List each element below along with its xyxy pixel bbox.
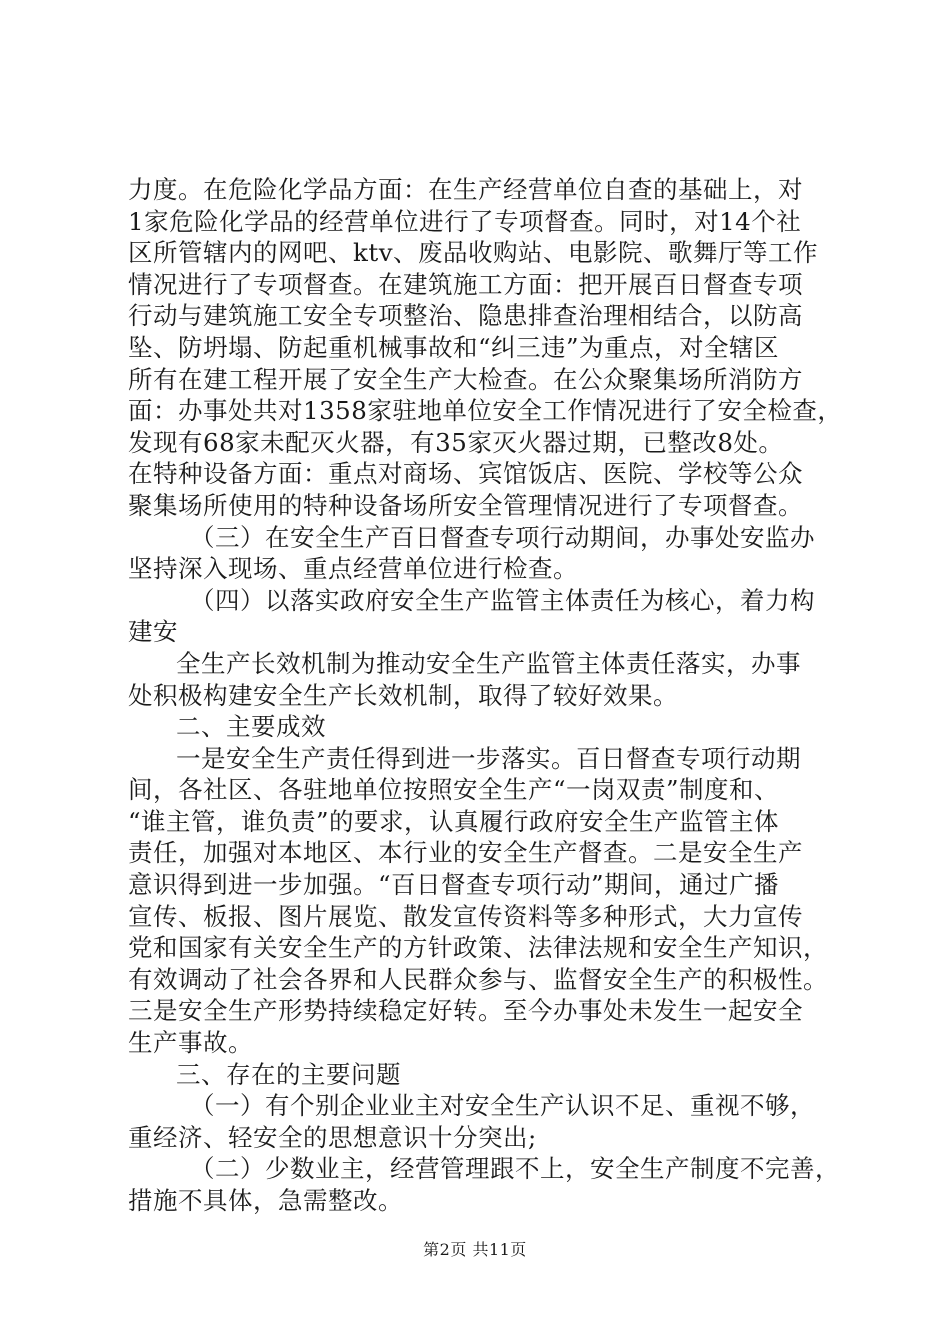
text-line: 三、存在的主要问题 (176, 1059, 401, 1089)
text-line: 重经济、轻安全的思想意识十分突出; (128, 1122, 537, 1152)
text-line: 有效调动了社会各界和人民群众参与、监督安全生产的积极性。 (128, 964, 828, 994)
text-line: 三是安全生产形势持续稳定好转。至今办事处未发生一起安全 (128, 996, 803, 1026)
text-line: 宣传、板报、图片展览、散发宣传资料等多种形式，大力宣传 (128, 901, 803, 931)
text-line: 聚集场所使用的特种设备场所安全管理情况进行了专项督查。 (128, 490, 803, 520)
text-line: 1家危险化学品的经营单位进行了专项督查。同时，对14个社 (128, 206, 802, 236)
text-line: 在特种设备方面：重点对商场、宾馆饭店、医院、学校等公众 (128, 459, 803, 489)
text-line: “谁主管，谁负责”的要求，认真履行政府安全生产监管主体 (128, 806, 780, 836)
text-line: 意识得到进一步加强。“百日督查专项行动”期间，通过广播 (128, 870, 780, 900)
text-line: 党和国家有关安全生产的方针政策、法律法规和安全生产知识， (128, 933, 828, 963)
text-line: 面：办事处共对1358家驻地单位安全工作情况进行了安全检查， (128, 396, 843, 426)
text-line: （三）在安全生产百日督查专项行动期间，办事处安监办 (190, 522, 815, 552)
text-line: 一是安全生产责任得到进一步落实。百日督查专项行动期 (176, 743, 801, 773)
text-line: 间，各社区、各驻地单位按照安全生产“一岗双责”制度和、 (128, 775, 780, 805)
text-line: 处积极构建安全生产长效机制，取得了较好效果。 (128, 680, 678, 710)
text-line: 坠、防坍塌、防起重机械事故和“纠三违”为重点，对全辖区 (128, 332, 780, 362)
text-line: 力度。在危险化学品方面：在生产经营单位自查的基础上，对 (128, 175, 803, 204)
text-line: 所有在建工程开展了安全生产大检查。在公众聚集场所消防方 (128, 364, 803, 394)
text-line: 措施不具体，急需整改。 (128, 1186, 403, 1215)
text-line: 坚持深入现场、重点经营单位进行检查。 (128, 554, 578, 584)
text-line: 全生产长效机制为推动安全生产监管主体责任落实，办事 (176, 648, 801, 678)
page-footer: 第2页 共11页 (423, 1240, 527, 1259)
text-line: 建安 (128, 617, 178, 647)
text-line: 发现有68家未配灭火器，有35家灭火器过期，已整改8处。 (128, 427, 784, 457)
text-line: 二、主要成效 (176, 712, 326, 742)
text-line: （二）少数业主，经营管理跟不上，安全生产制度不完善， (190, 1154, 840, 1184)
text-line: 区所管辖内的网吧、ktv、废品收购站、电影院、歌舞厅等工作 (128, 238, 819, 268)
text-line: 责任，加强对本地区、本行业的安全生产督查。二是安全生产 (128, 838, 803, 868)
text-line: （四）以落实政府安全生产监管主体责任为核心，着力构 (190, 585, 815, 615)
text-line: 情况进行了专项督查。在建筑施工方面：把开展百日督查专项 (128, 269, 803, 299)
document-body (128, 174, 848, 1217)
text-line: 行动与建筑施工安全专项整治、隐患排查治理相结合，以防高 (128, 301, 803, 331)
text-line: （一）有个别企业业主对安全生产认识不足、重视不够， (190, 1091, 815, 1121)
text-line: 生产事故。 (128, 1028, 253, 1058)
